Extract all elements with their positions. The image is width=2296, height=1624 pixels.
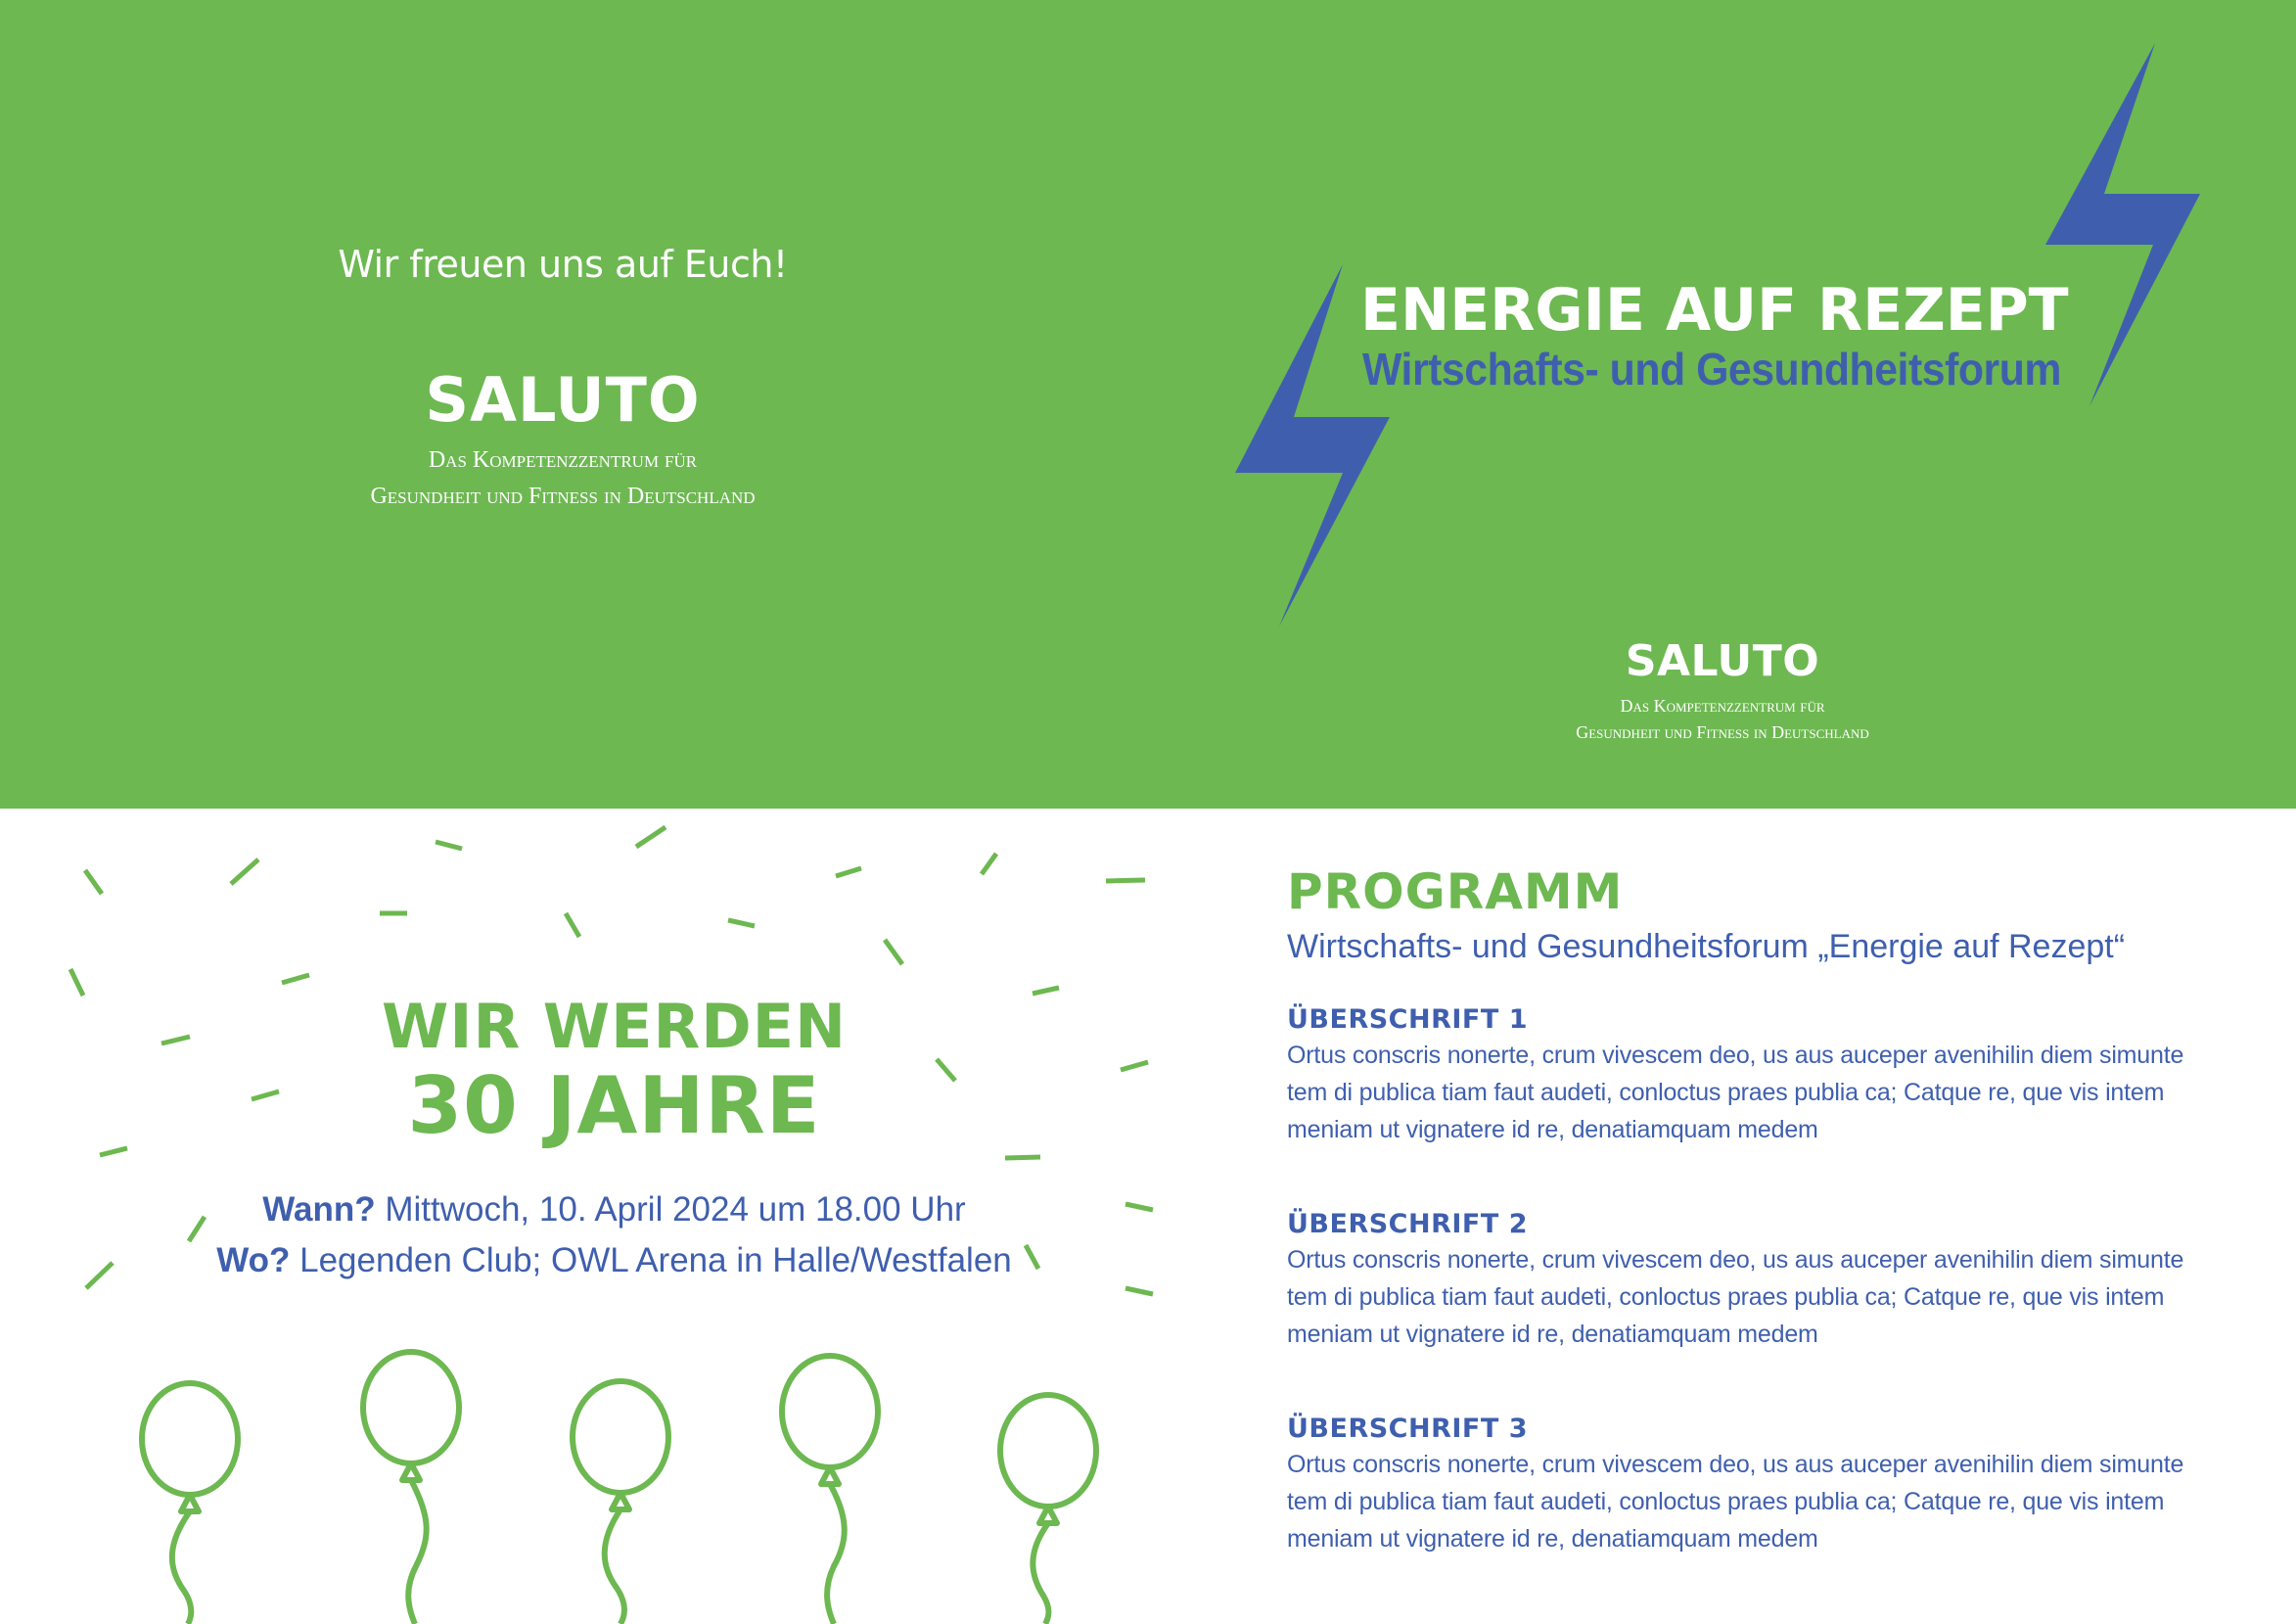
balloon-icon: [142, 1383, 238, 1624]
tagline-small-line-1: Das Kompetenzzentrum für: [1620, 696, 1825, 716]
section-line: Ortus conscris nonerte, crum vivescem deo, us aus auceper avenihilin diem simunte: [1287, 1246, 2184, 1274]
when-label: Wann?: [262, 1190, 376, 1229]
greeting-text: Wir freuen uns auf Euch!: [338, 243, 788, 286]
tagline-line-2: Gesundheit und Fitness in Deutschland: [370, 484, 756, 509]
section-line: meniam ut vignatere id re, denatiamquam medem: [1287, 1525, 1818, 1553]
section-line: tem di publica tiam faut audeti, conloctus praes publia ca; Catque re, que vis intem: [1287, 1283, 2165, 1311]
section-heading: ÜBERSCHRIFT 3: [1287, 1414, 1528, 1444]
programm-section-2: [1287, 1209, 2227, 1353]
section-line: tem di publica tiam faut audeti, conloctus praes publia ca; Catque re, que vis intem: [1287, 1488, 2165, 1515]
tagline-line-1: Das Kompetenzzentrum für: [428, 447, 698, 473]
cover-subtitle: Wirtschafts- und Gesundheitsforum: [1362, 344, 2061, 394]
balloon-icon: [1000, 1395, 1096, 1624]
section-heading: ÜBERSCHRIFT 1: [1287, 1004, 1528, 1035]
balloon-icon: [363, 1352, 459, 1624]
section-body: [1287, 1446, 2227, 1557]
section-line: Ortus conscris nonerte, crum vivescem deo, us aus auceper avenihilin diem simunte: [1287, 1451, 2184, 1478]
saluto-logo: SALUTO: [425, 364, 701, 436]
section-body: [1287, 1241, 2227, 1353]
balloon-icon: [573, 1381, 668, 1624]
programm-title: PROGRAMM: [1287, 863, 1624, 920]
section-line: meniam ut vignatere id re, denatiamquam medem: [1287, 1321, 1818, 1348]
section-line: Ortus conscris nonerte, crum vivescem deo, us aus auceper avenihilin diem simunte: [1287, 1042, 2184, 1069]
section-body: [1287, 1037, 2227, 1148]
programm-section-3: [1287, 1414, 2227, 1557]
saluto-logo-small: SALUTO: [1625, 636, 1820, 686]
when-value: Mittwoch, 10. April 2024 um 18.00 Uhr: [375, 1190, 966, 1229]
balloon-icon: [782, 1356, 878, 1624]
tagline-small-line-2: Gesundheit und Fitness in Deutschland: [1576, 722, 1869, 742]
section-line: meniam ut vignatere id re, denatiamquam medem: [1287, 1116, 1818, 1143]
anniversary-line-1: WIR WERDEN: [382, 991, 847, 1062]
anniversary-line-2: 30 JAHRE: [407, 1060, 821, 1151]
cover-title: ENERGIE AUF REZEPT: [1360, 276, 2069, 345]
programm-section-1: [1287, 1004, 2227, 1148]
where-value: Legenden Club; OWL Arena in Halle/Westfalen: [290, 1241, 1012, 1279]
where-label: Wo?: [216, 1241, 291, 1279]
programm-subtitle: Wirtschafts- und Gesundheitsforum „Energie auf Rezept“: [1287, 928, 2126, 965]
section-line: tem di publica tiam faut audeti, conloctus praes publia ca; Catque re, que vis intem: [1287, 1079, 2165, 1106]
section-heading: ÜBERSCHRIFT 2: [1287, 1209, 1528, 1239]
